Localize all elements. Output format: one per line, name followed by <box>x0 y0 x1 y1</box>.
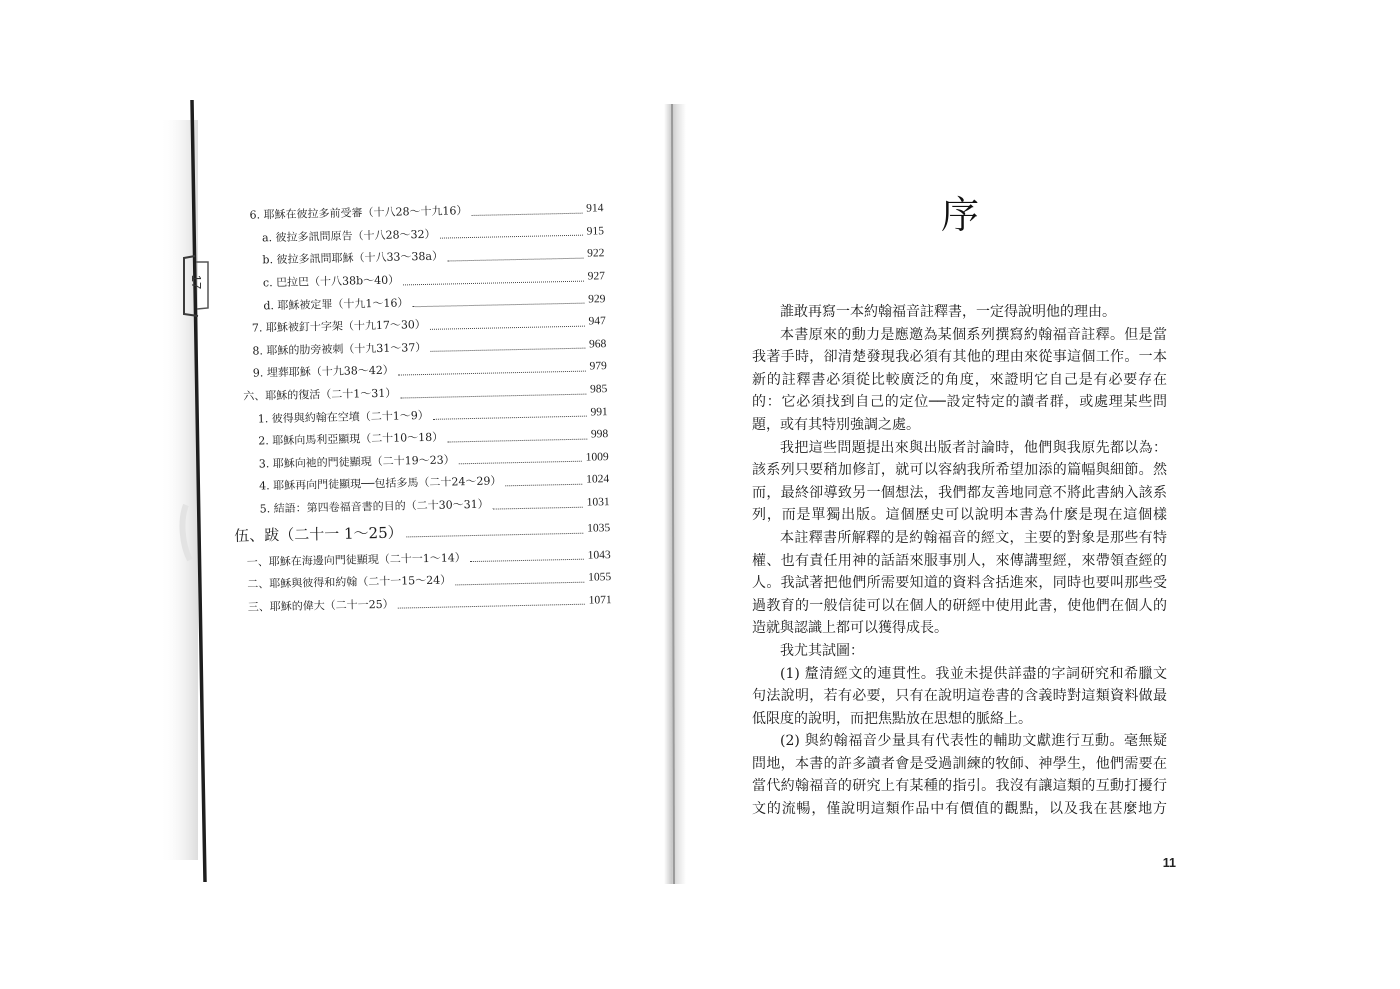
toc-entry-label: 4. 耶穌再向門徒顯現──包括多馬（二十24～29） <box>259 474 502 493</box>
text-line: 列，而是單獨出版。這個歷史可以說明本書為什麼是現在這個樣 <box>752 507 1167 524</box>
dot-leader <box>505 484 582 487</box>
text-line: 該系列只要稍加修訂，就可以容納我所希望加添的篇幅與細節。然 <box>752 462 1167 479</box>
toc-entry-page: 914 <box>586 202 604 215</box>
toc-entry-page: 1024 <box>586 473 610 487</box>
toc-entry-page: 947 <box>588 315 606 328</box>
toc-entry-page: 1031 <box>586 496 610 509</box>
text-line: 本註釋書所解釋的是約翰福音的經文，主要的對象是那些有特 <box>780 529 1167 546</box>
toc-entry-label: 1. 彼得與約翰在空墳（二十1～9） <box>257 408 429 426</box>
dot-leader <box>433 416 587 420</box>
text-line: 而，最終卻導致另一個想法，我們都友善地同意不將此書納入該系 <box>752 484 1167 501</box>
text-line: 的：它必須找到自己的定位──設定特定的讀者群，或處理某些問 <box>752 394 1167 411</box>
toc-entry-page: 922 <box>587 247 605 261</box>
toc-entry-label: 一、耶穌在海邊向門徒顯現（二十一1～14） <box>246 550 466 569</box>
paragraph <box>752 437 1167 527</box>
text-line: 句法說明，若有必要，只有在說明這卷書的含義時對這類資料做最 <box>752 688 1167 705</box>
toc-entry-label: 3. 耶穌向祂的門徒顯現（二十19～23） <box>258 453 455 471</box>
text-line: 我尤其試圖： <box>780 642 864 659</box>
dot-leader <box>413 303 585 308</box>
dot-leader <box>447 438 587 442</box>
toc-entry-label: 三、耶穌的偉大（二十一25） <box>247 597 394 614</box>
paragraph <box>752 527 1167 640</box>
toc-entry-page: 1035 <box>587 522 611 535</box>
toc-entry-page: 915 <box>586 225 605 238</box>
dot-leader <box>403 280 584 285</box>
toc-entry-page: 985 <box>589 383 608 396</box>
paragraph <box>752 663 1167 731</box>
toc-entry-page: 1055 <box>588 571 612 584</box>
dot-leader <box>398 371 586 376</box>
toc-entry-label: 7. 耶穌被釘十字架（十九17～30） <box>251 318 427 335</box>
dot-leader <box>455 581 584 585</box>
text-line: 當代約翰福音的研究上有某種的指引。我沒有讓這類的互動打擾行 <box>752 778 1167 795</box>
dot-leader <box>430 325 585 329</box>
dot-leader <box>459 461 582 465</box>
page-title: 序 <box>940 193 979 237</box>
gutter-shadow <box>664 104 686 884</box>
toc-entry-label: 5. 結語：第四卷福音書的目的（二十30～31） <box>259 497 489 516</box>
text-line: 低限度的說明，而把焦點放在思想的脈絡上。 <box>752 710 1032 727</box>
paragraph <box>752 301 1167 324</box>
dot-leader <box>407 533 584 538</box>
dot-leader <box>400 393 586 398</box>
dot-leader <box>440 235 583 239</box>
dot-leader <box>447 258 583 262</box>
toc-entry-label: 2. 耶穌向馬利亞顯現（二十10～18） <box>258 430 444 448</box>
text-line: 人。我試著把他們所需要知道的資料含括進來，同時也要叫那些受 <box>752 575 1167 592</box>
dot-leader <box>470 559 584 562</box>
toc-entry-label: c. 巴拉巴（十八38b～40） <box>262 273 400 290</box>
toc-entry-page: 929 <box>588 292 606 306</box>
dot-leader <box>430 348 585 352</box>
dot-leader <box>493 506 583 509</box>
toc-entry-label: 9. 埋葬耶穌（十九38～42） <box>252 364 394 381</box>
toc-entry-label: 8. 耶穌的肋旁被刺（十九31～37） <box>252 340 427 358</box>
toc-entry-label: 伍、跋（二十一 1～25） <box>234 523 403 546</box>
toc-entry-label: a. 彼拉多訊問原告（十八28～32） <box>261 227 436 245</box>
text-line: (2) 與約翰福音少量具有代表性的輔助文獻進行互動。毫無疑 <box>780 733 1167 750</box>
toc-entry-page: 979 <box>589 360 607 373</box>
text-line: 權、也有責任用神的話語來服事別人，來傳講聖經，來帶領查經的 <box>752 552 1167 569</box>
toc-entry-label: b. 彼拉多訊問耶穌（十八33～38a） <box>262 250 444 267</box>
text-line: 過教育的一般信徒可以在個人的研經中使用此書，使他們在個人的 <box>752 597 1167 614</box>
toc-entry-label: 六、耶穌的復活（二十1～31） <box>243 386 397 403</box>
toc-entry-page: 1043 <box>587 548 611 562</box>
text-line: (1) 釐清經文的連貫性。我並未提供詳盡的字詞研究和希臘文 <box>780 665 1167 682</box>
page-number: 11 <box>1162 856 1176 870</box>
paragraph <box>752 640 1167 663</box>
toc-entry-label: 二、耶穌與彼得和約翰（二十一15～24） <box>247 573 452 591</box>
text-line: 本書原來的動力是應邀為某個系列撰寫約翰福音註釋。但是當 <box>780 326 1167 343</box>
dot-leader <box>398 604 585 609</box>
toc-entry-page: 968 <box>588 338 607 351</box>
text-line: 誰敢再寫一本約翰福音註釋書，一定得說明他的理由。 <box>780 304 1116 320</box>
text-line: 問地，本書的許多讀者會是受過訓練的牧師、神學生，他們需要在 <box>752 755 1167 772</box>
paragraph <box>752 324 1167 437</box>
dot-leader <box>472 212 583 215</box>
thumb-tab-label: 17 <box>189 274 204 290</box>
toc-entry-page: 1071 <box>588 593 612 607</box>
table-of-contents <box>227 197 612 619</box>
toc-entry-page: 998 <box>590 428 609 441</box>
text-line: 新的註釋書必須從比較廣泛的角度，來證明它自己是有必要存在 <box>752 371 1167 388</box>
toc-entry-label: 6. 耶穌在彼拉多前受審（十八28～十九16） <box>249 204 468 222</box>
paragraph <box>752 730 1167 820</box>
toc-entry-label: d. 耶穌被定罪（十九1～16） <box>263 295 409 313</box>
text-line: 文的流暢，僅說明這類作品中有價值的觀點，以及我在甚麼地方 <box>752 801 1167 818</box>
left-page-edge-shadow <box>160 120 198 860</box>
text-line: 我著手時，卻清楚發現我必須有其他的理由來從事這個工作。一本 <box>752 349 1167 366</box>
toc-entry-page: 927 <box>587 270 606 283</box>
text-line: 我把這些問題提出來與出版者討論時，他們與我原先都以為： <box>780 439 1167 456</box>
text-line: 造就與認識上都可以獲得成長。 <box>752 620 948 637</box>
text-line: 題，或有其特別強調之處。 <box>752 416 920 433</box>
preface-body <box>752 301 1167 821</box>
toc-entry-page: 1009 <box>585 450 609 464</box>
toc-entry-page: 991 <box>590 405 608 419</box>
